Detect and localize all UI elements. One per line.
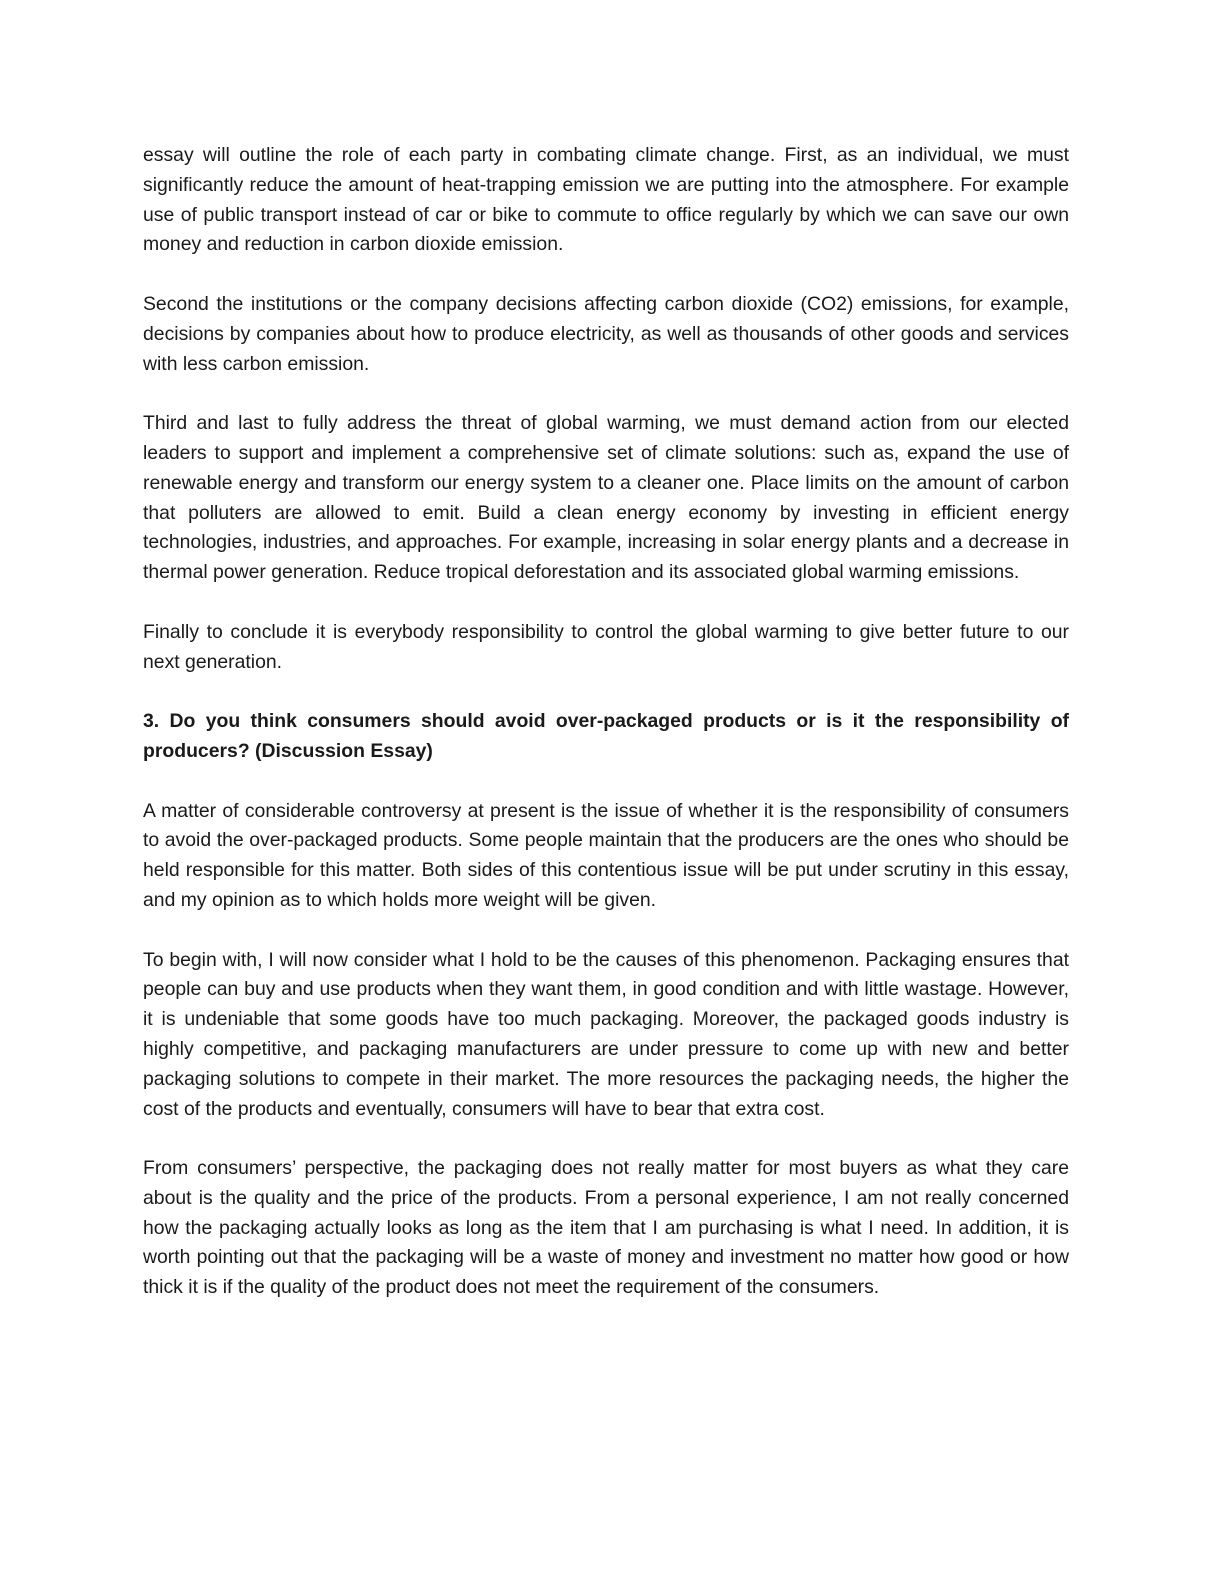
paragraph-elected-leaders-role: Third and last to fully address the threat of global warming, we must demand action from our elected leaders to support and implement a comprehensive set of climate solutions: such as, expand the use of renewable energy and transform our energy system to a cleaner one. Place limits on the amount of carbon that polluters are allowed to emit. Build a clean energy economy by investing in efficient energy technologies, industries, and approaches. For example, increasing in solar energy plants and a decrease in thermal power generation. Reduce tropical deforestation and its associated global warming emissions. (143, 412, 1069, 584)
paragraph-individual-role: essay will outline the role of each party in combating climate change. First, as an individual, we must significantly reduce the amount of heat-trapping emission we are putting into the atmosphere. For example use of public transport instead of car or bike to commute to office regularly by which we can save our own money and reduction in carbon dioxide emission. (143, 144, 1069, 256)
paragraph-introduction: A matter of considerable controversy at present is the issue of whether it is the responsibility of consumers to avoid the over-packaged products. Some people maintain that the producers are the ones who should be held responsible for this matter. Both sides of this contentious issue will be put under scrutiny in this essay, and my opinion as to which holds more weight will be given. (143, 799, 1069, 911)
paragraph-consumer-perspective: From consumers’ perspective, the packaging does not really matter for most buyers as what they care about is the quality and the price of the products. From a personal experience, I am not really concerned how the packaging actually looks as long as the item that I am purchasing is what I need. In addition, it is worth pointing out that the packaging will be a waste of money and investment no matter how good or how thick it is if the quality of the product does not meet the requirement of the consumers. (143, 1157, 1069, 1299)
paragraph-causes: To begin with, I will now consider what I hold to be the causes of this phenomenon. Packaging ensures that people can buy and use products when they want them, in good condition and with little wastage. However, it is undeniable that some goods have too much packaging. Moreover, the packaged goods industry is highly competitive, and packaging manufacturers are under pressure to come up with new and better packaging solutions to compete in their market. The more resources the packaging needs, the higher the cost of the products and eventually, consumers will have to bear that extra cost. (143, 948, 1069, 1120)
paragraph-institutions-role: Second the institutions or the company decisions affecting carbon dioxide (CO2) emissions, for example, decisions by companies about how to produce electricity, as well as thousands of other goods and services with less carbon emission. (143, 292, 1069, 375)
document-page (143, 141, 1069, 1333)
essay-heading-3: 3. Do you think consumers should avoid over-packaged products or is it the responsibility of producers? (Discussion Essay) (143, 710, 1069, 762)
paragraph-conclusion: Finally to conclude it is everybody responsibility to control the global warming to give better future to our next generation. (143, 620, 1069, 673)
